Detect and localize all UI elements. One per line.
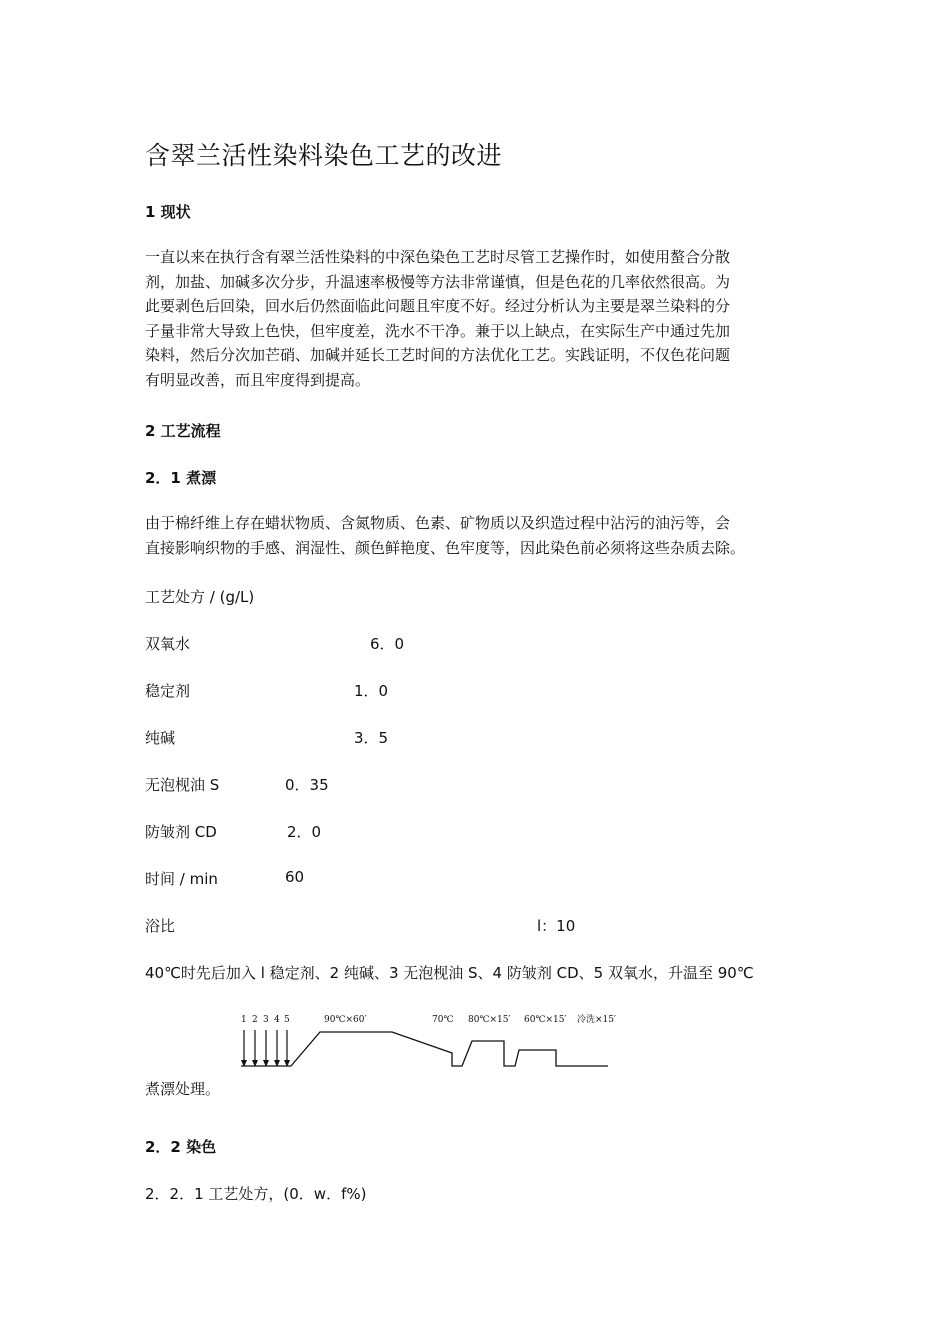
recipe-item-value: 60 <box>285 868 305 886</box>
section-2-1-heading: 2．1 煮漂 <box>145 469 217 487</box>
hold-90-label: 90℃×60′ <box>324 1015 367 1025</box>
paragraph-line: 一直以来在执行含有翠兰活性染料的中深色染色工艺时尽管工艺操作时，如使用螯合分散 <box>145 248 731 266</box>
addition-label: 1 <box>241 1015 247 1025</box>
process-curve-diagram <box>236 1008 616 1074</box>
page-title: 含翠兰活性染料染色工艺的改进 <box>145 141 503 170</box>
temp-70-label: 70℃ <box>432 1015 454 1025</box>
recipe-item-value: 1．0 <box>354 682 389 700</box>
addition-label: 5 <box>284 1015 290 1025</box>
addition-label: 4 <box>274 1015 280 1025</box>
paragraph-line: 剂，加盐、加碱多次分步，升温速率极慢等方法非常谨慎，但是色花的几率依然很高。为 <box>145 272 731 291</box>
recipe-item-name: 时间 / min <box>145 870 218 888</box>
addition-label: 3 <box>263 1015 269 1025</box>
paragraph-line: 由于棉纤维上存在蜡状物质、含氮物质、色素、矿物质以及织造过程中沾污的油污等，会 <box>145 514 731 532</box>
recipe-item-name: 纯碱 <box>145 729 176 747</box>
recipe-item-name: 防皱剂 CD <box>145 823 217 841</box>
paragraph-line: 子量非常大导致上色快，但牢度差，洗水不干净。兼于以上缺点，在实际生产中通过先加 <box>145 321 731 340</box>
paragraph-line: 有明显改善，而且牢度得到提高。 <box>145 370 371 389</box>
recipe-item-value: 3．5 <box>354 729 389 747</box>
addition-arrows <box>244 1030 287 1063</box>
cold-wash-label: 冷洗×15′ <box>577 1015 616 1025</box>
paragraph-line: 此要剥色后回染，回水后仍然面临此问题且牢度不好。经过分析认为主要是翠兰染料的分 <box>145 297 731 315</box>
addition-label: 2 <box>252 1015 258 1025</box>
paragraph-line: 染料，然后分次加芒硝、加碱并延长工艺时间的方法优化工艺。实践证明，不仅色花问题 <box>145 346 731 364</box>
recipe-item-name: 双氧水 <box>145 635 191 653</box>
hold-80-label: 80℃×15′ <box>468 1015 511 1025</box>
recipe-item-value: 2．0 <box>287 823 322 841</box>
section-2-1-paragraph <box>145 511 815 560</box>
paragraph-line: 直接影响织物的手感、润湿性、颜色鲜艳度、色牢度等，因此染色前必须将这些杂质去除。 <box>145 538 746 557</box>
section-1-heading: 1 现状 <box>145 203 191 221</box>
process-end: 煮漂处理。 <box>145 1080 221 1098</box>
temperature-curve <box>241 1032 608 1066</box>
section-2-2-heading: 2．2 染色 <box>145 1138 217 1156</box>
process-note: 40℃时先后加入 l 稳定剂、2 纯碱、3 无泡枧油 S、4 防皱剂 CD、5 双氧水，升温至 90℃ <box>145 964 754 982</box>
recipe-item-name: 浴比 <box>145 917 176 935</box>
recipe-item-value: 6．0 <box>370 635 405 653</box>
recipe-title: 工艺处方 / (g/L) <box>145 588 255 606</box>
section-1-paragraph <box>145 245 815 392</box>
recipe-item-value: 0．35 <box>285 776 329 794</box>
recipe-item-name: 无泡枧油 S <box>145 776 220 794</box>
section-2-heading: 2 工艺流程 <box>145 422 221 440</box>
recipe-item-name: 稳定剂 <box>145 682 191 700</box>
hold-60-label: 60℃×15′ <box>524 1015 567 1025</box>
recipe-item-value: l：10 <box>537 917 576 935</box>
section-2-2-1-text: 2．2．1 工艺处方，(0．w．f%) <box>145 1185 367 1203</box>
